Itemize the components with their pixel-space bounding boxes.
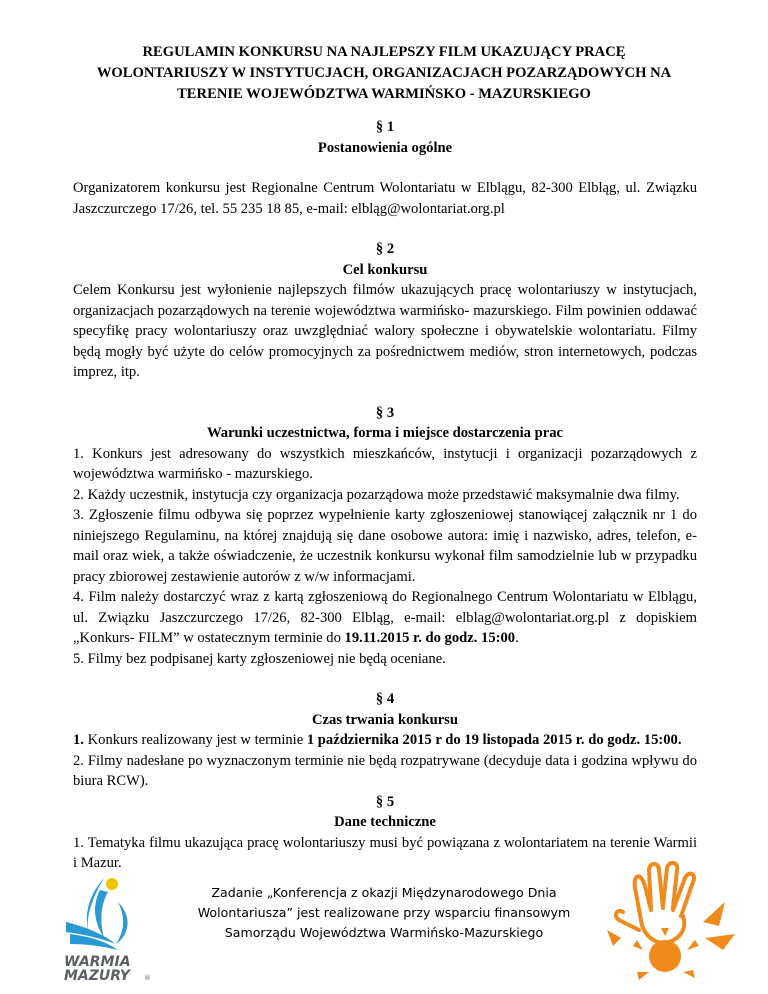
- section-paragraph: 1. Tematyka filmu ukazująca pracę wolontariuszy musi być powiązana z wolontariatem na terenie Warmii i Mazur.: [73, 834, 697, 871]
- item-number: 1.: [73, 732, 84, 748]
- section-paragraph: Organizatorem konkursu jest Regionalne Centrum Wolontariatu w Elblągu, 82-300 Elbląg, ul. Związku Jaszczurczego 17/26, tel. 55 235 18 85, e-mail: elbląg@wolontariat.org.pl: [73, 180, 697, 217]
- title-line: REGULAMIN KONKURSU NA NAJLEPSZY FILM UKAZUJĄCY PRACĘ: [142, 44, 626, 60]
- logo-text-mazury: MAZURY: [64, 968, 130, 982]
- section-paragraph: 1. Konkurs jest adresowany do wszystkich mieszkańców, instytucji i organizacji pozarządowych z województwa warmińsko - mazurskiego.: [73, 445, 697, 482]
- section-number: § 5: [375, 793, 395, 810]
- section-heading: Dane techniczne: [334, 814, 436, 830]
- document-title: [60, 42, 708, 105]
- warmia-mazury-logo: [60, 872, 160, 982]
- title-line: WOLONTARIUSZY W INSTYTUCJACH, ORGANIZACJACH POZARZĄDOWYCH NA: [96, 65, 672, 81]
- section-heading: Czas trwania konkursu: [312, 711, 458, 728]
- hand-sun-logo: [605, 858, 740, 983]
- section-number: § 1: [375, 119, 395, 135]
- section-paragraph: [73, 587, 697, 649]
- document-body: [73, 117, 697, 874]
- period-text: 1 października 2015 r do 19 listopada 2015 r. do godz. 15:00.: [306, 732, 682, 748]
- deadline-text: 19.11.2015 r. do godz. 15:00: [344, 630, 516, 646]
- section-heading: Postanowienia ogólne: [317, 139, 453, 156]
- registered-mark: ®: [144, 974, 151, 982]
- sun-icon: [106, 878, 118, 890]
- footer-line: Wolontariusza” jest realizowane przy wsparciu finansowym: [197, 905, 571, 920]
- logo-text-warmia: WARMIA: [64, 954, 131, 970]
- footer-line: Samorządu Województwa Warmińsko-Mazurskiego: [224, 925, 544, 940]
- hand-icon: [616, 863, 694, 943]
- paragraph-text: .: [515, 630, 519, 646]
- section-paragraph: 2. Filmy nadesłane po wyznaczonym terminie nie będą rozpatrywane (decyduje data i godzina wpływu do biura RCW).: [73, 752, 697, 789]
- title-line: TERENIE WOJEWÓDZTWA WARMIŃSKO - MAZURSKIEGO: [177, 86, 591, 102]
- section-heading: Warunki uczestnictwa, forma i miejsce dostarczenia prac: [207, 425, 563, 441]
- paragraph-text: Konkurs realizowany jest w terminie: [83, 732, 307, 748]
- section-paragraph: 2. Każdy uczestnik, instytucja czy organizacja pozarządowa może przedstawić maksymalnie dwa filmy.: [73, 486, 680, 503]
- paragraph-text: 4. Film należy dostarczyć wraz z kartą zgłoszeniową do Regionalnego Centrum Wolontariatu w Elblągu, ul. Związku Jaszczurczego 17/26, 82-300 Elbląg, e-mail: elblag@wolontariat.org.pl z dopiskiem „Konkurs- FILM” w ostatecznym terminie do: [73, 589, 697, 646]
- section-paragraph: 5. Filmy bez podpisanej karty zgłoszeniowej nie będą oceniane.: [73, 650, 446, 667]
- section-paragraph: Celem Konkursu jest wyłonienie najlepszych filmów ukazujących pracę wolontariuszy w instytucjach, organizacjach pozarządowych na terenie województwa warmińsko- mazurskiego. Film powinien oddawać specyfikę pracy wolontariuszy oraz uwzględniać walory społeczne i obywatelskie wolontariatu. Filmy będą mogły być użyte do celów promocyjnych za pośrednictwem mediów, stron internetowych, podczas imprez, itp.: [73, 282, 697, 380]
- section-number: § 4: [375, 691, 395, 707]
- section-number: § 2: [375, 241, 395, 257]
- section-heading: Cel konkursu: [342, 261, 428, 278]
- section-paragraph: 3. Zgłoszenie filmu odbywa się poprzez wypełnienie karty zgłoszeniowej stanowiącej załącznik nr 1 do niniejszego Regulaminu, na której znajdują się dane osobowe autora: imię i nazwisko, adres, telefon, e-mail oraz wiek, a także oświadczenie, że uczestnik konkursu wykonał film samodzielnie lub w przypadku pracy zbiorowej zestawienie autorów z w/w informacjami.: [73, 507, 697, 585]
- section-paragraph: [73, 730, 697, 751]
- footer-note: [190, 883, 578, 943]
- footer-line: Zadanie „Konferencja z okazji Międzynarodowego Dnia: [211, 885, 557, 900]
- section-number: § 3: [375, 404, 395, 421]
